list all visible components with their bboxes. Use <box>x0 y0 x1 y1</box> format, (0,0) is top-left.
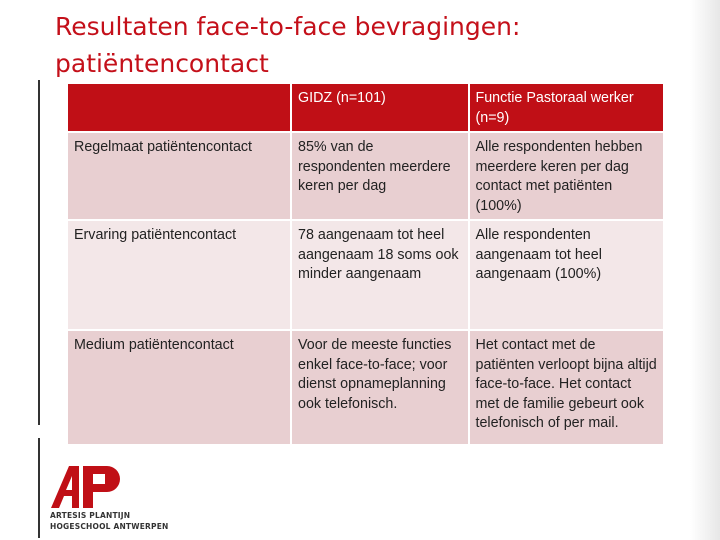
slide-title <box>55 8 675 82</box>
logo-text-line-2: HOGESCHOOL ANTWERPEN <box>50 522 169 531</box>
pastoraal-cell: Alle respondenten aangenaam tot heel aangenaam (100%) <box>469 220 665 330</box>
right-edge-shadow <box>690 0 720 540</box>
results-table <box>66 82 665 446</box>
artesis-plantijn-logo <box>47 462 177 537</box>
table-row <box>67 132 664 220</box>
left-divider-line <box>38 80 40 425</box>
ap-logo-mark <box>47 462 129 510</box>
header-empty-cell <box>67 83 291 132</box>
header-gidz: GIDZ (n=101) <box>291 83 469 132</box>
gidz-cell: 85% van de respondenten meerdere keren per dag <box>291 132 469 220</box>
gidz-cell: 78 aangenaam tot heel aangenaam 18 soms ook minder aangenaam <box>291 220 469 330</box>
row-label: Ervaring patiëntencontact <box>67 220 291 330</box>
table-row <box>67 220 664 330</box>
row-label: Regelmaat patiëntencontact <box>67 132 291 220</box>
header-pastoraal: Functie Pastoraal werker (n=9) <box>469 83 665 132</box>
table-row <box>67 330 664 445</box>
table-header-row <box>67 83 664 132</box>
logo-text-line-1: ARTESIS PLANTIJN <box>50 511 131 520</box>
gidz-cell: Voor de meeste functies enkel face-to-face; voor dienst opnameplanning ook telefonisch. <box>291 330 469 445</box>
title-line-1: Resultaten face-to-face bevragingen: <box>55 12 521 41</box>
pastoraal-cell: Alle respondenten hebben meerdere keren per dag contact met patiënten (100%) <box>469 132 665 220</box>
pastoraal-cell: Het contact met de patiënten verloopt bijna altijd face-to-face. Het contact met de familie gebeurt ook telefonisch of per mail. <box>469 330 665 445</box>
row-label: Medium patiëntencontact <box>67 330 291 445</box>
title-line-2: patiëntencontact <box>55 49 269 78</box>
left-divider-line-lower <box>38 438 40 538</box>
